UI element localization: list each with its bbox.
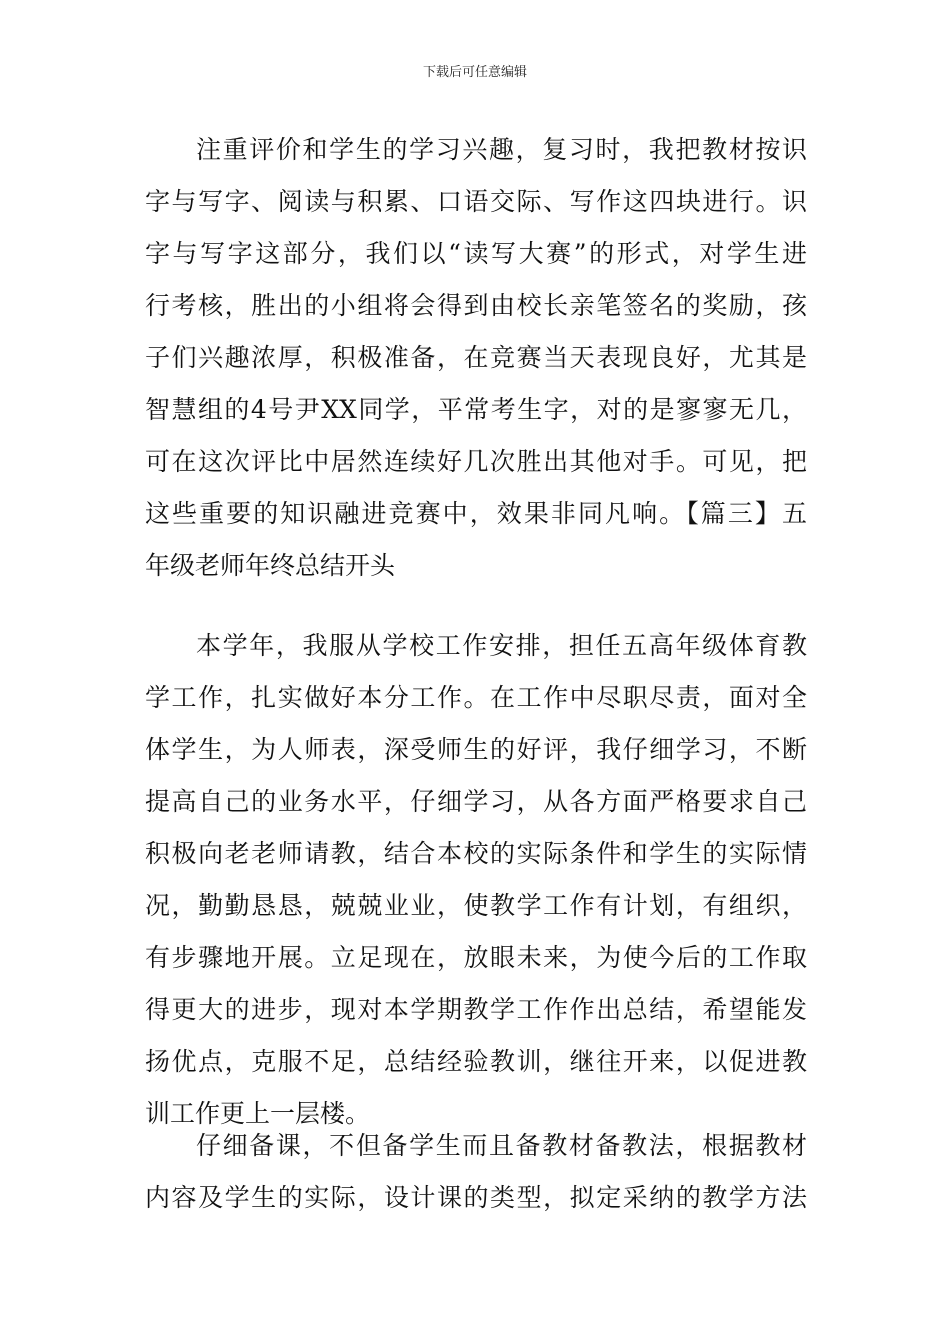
text-line: 学工作，扎实做好本分工作。在工作中尽职尽责，面对全 bbox=[145, 683, 807, 712]
text-line: 体学生，为人师表，深受师生的好评，我仔细学习，不断 bbox=[145, 735, 807, 764]
text-line: 得更大的进步，现对本学期教学工作作出总结，希望能发 bbox=[145, 995, 807, 1024]
paragraph-3 bbox=[145, 1120, 807, 1224]
text-line: 提高自己的业务水平，仔细学习，从各方面严格要求自己 bbox=[145, 787, 807, 816]
text-line: 有步骤地开展。立足现在，放眼未来，为使今后的工作取 bbox=[145, 943, 807, 972]
paragraph-2 bbox=[145, 620, 807, 1140]
text-line: 积极向老老师请教，结合本校的实际条件和学生的实际情 bbox=[145, 839, 807, 868]
text-line: 内容及学生的实际，设计课的类型，拟定采纳的教学方法 bbox=[145, 1183, 807, 1212]
text-line: 子们兴趣浓厚，积极准备，在竞赛当天表现良好，尤其是 bbox=[145, 343, 807, 372]
text-line: 训工作更上一层楼。 bbox=[145, 1099, 371, 1128]
text-line: 本学年，我服从学校工作安排，担任五高年级体育教 bbox=[196, 631, 807, 660]
text-line: 扬优点，克服不足，总结经验教训，继往开来，以促进教 bbox=[145, 1047, 807, 1076]
text-line: 年级老师年终总结开头 bbox=[145, 551, 396, 580]
text-line: 注重评价和学生的学习兴趣，复习时，我把教材按识 bbox=[196, 135, 807, 164]
text-line: 这些重要的知识融进竞赛中，效果非同凡响。【篇三】五 bbox=[145, 499, 807, 528]
text-line: 行考核，胜出的小组将会得到由校长亲笔签名的奖励，孩 bbox=[145, 291, 807, 320]
text-line: 况，勤勤恳恳，兢兢业业，使教学工作有计划，有组织， bbox=[145, 891, 807, 920]
text-line: 字与写字这部分，我们以“读写大赛”的形式，对学生进 bbox=[145, 239, 807, 268]
text-line: 仔细备课，不但备学生而且备教材备教法，根据教材 bbox=[196, 1131, 807, 1160]
page-header: 下载后可任意编辑 bbox=[422, 65, 527, 80]
paragraph-1 bbox=[145, 124, 807, 592]
text-line: 字与写字、阅读与积累、口语交际、写作这四块进行。识 bbox=[145, 187, 807, 216]
text-line: 可在这次评比中居然连续好几次胜出其他对手。可见，把 bbox=[145, 447, 807, 476]
text-line: 智慧组的4号尹XX同学，平常考生字，对的是寥寥无几， bbox=[145, 395, 807, 424]
